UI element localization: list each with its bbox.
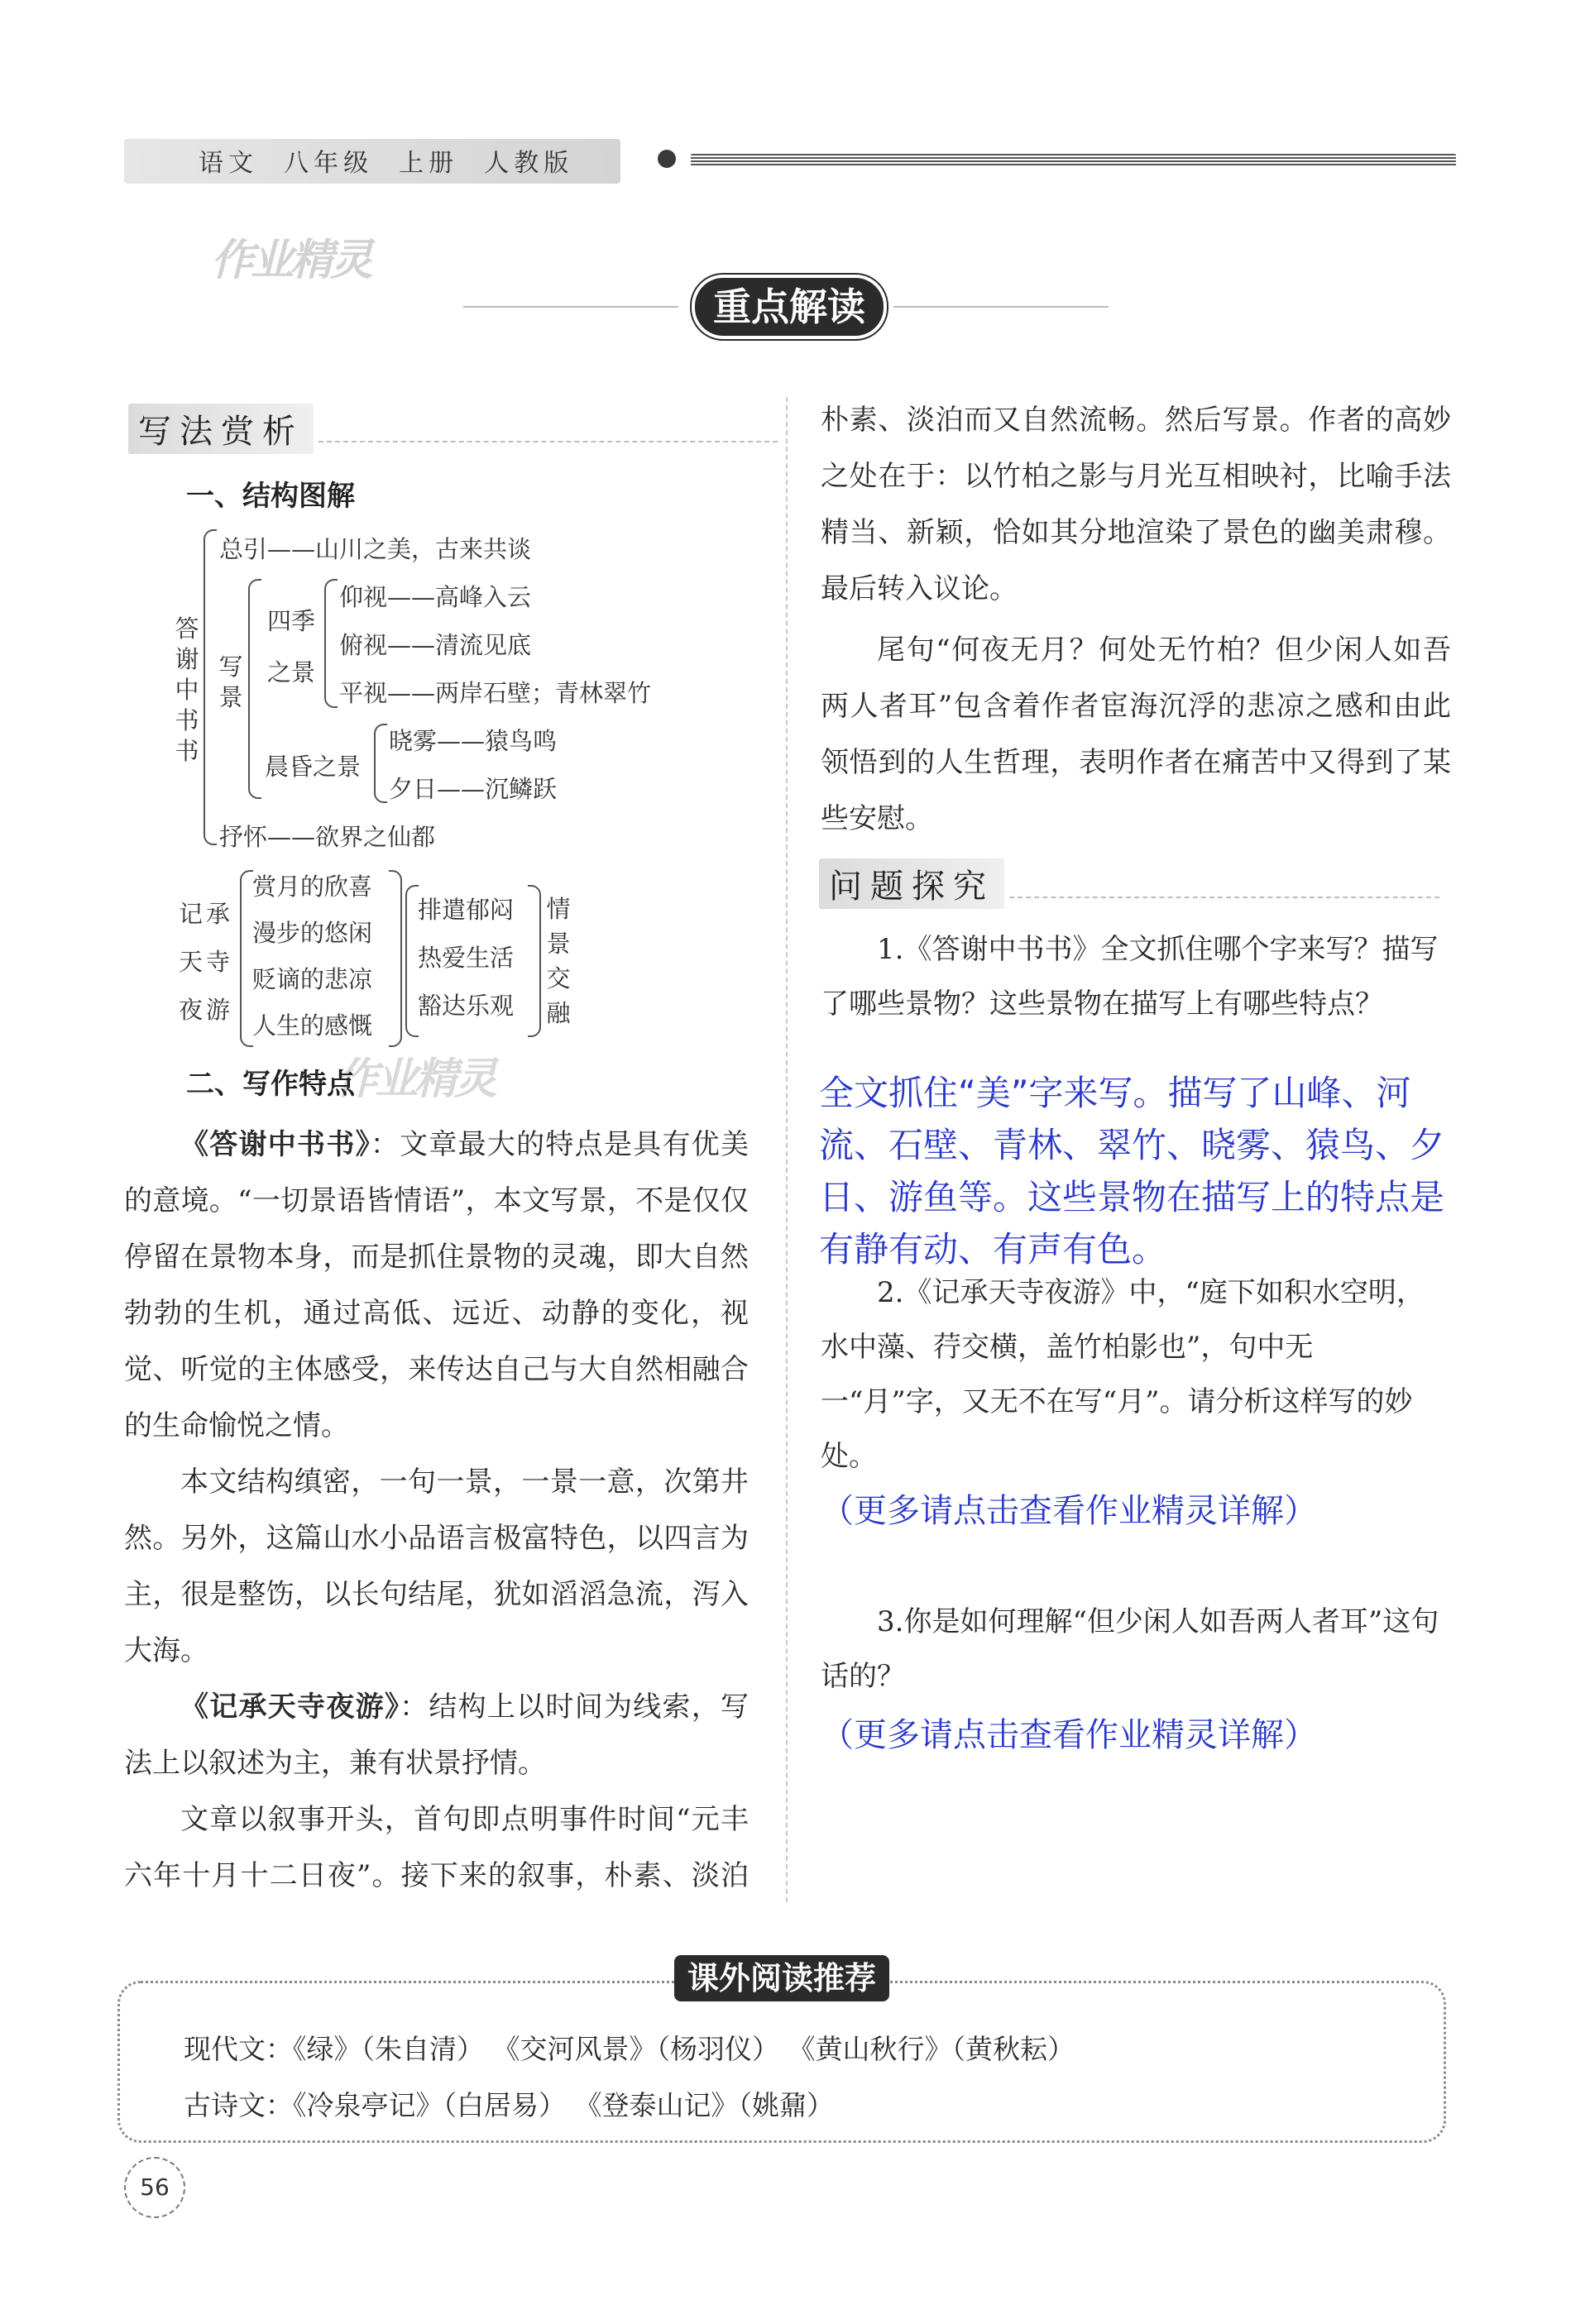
reading-heading: 课外阅读推荐 <box>674 1955 889 2001</box>
features-paragraph-5: 尾句“何夜无月？何处无竹柏？但少闲人如吾两人者耳”包含着作者宦海沉浮的悲凉之感和由此领悟到的人生哲理，表明作者在痛苦中又得到了某些安慰。 <box>821 634 1451 835</box>
diagram-dawn: 晓雾——猿鸟鸣 <box>389 727 558 755</box>
diagram-mid-2: 热爱生活 <box>418 944 515 972</box>
structure-heading: 一、结构图解 <box>186 480 355 513</box>
diagram-brace <box>248 579 261 799</box>
features-p3-text: ：结构上以时间为线索，写法上以叙述为主，兼有状景抒情。 <box>124 1690 750 1780</box>
diagram-look-up: 仰视——高峰入云 <box>339 583 532 611</box>
diagram-left-1: 赏月的欣喜 <box>252 873 373 901</box>
page-number: 56 <box>124 2157 185 2218</box>
features-p3-title: 《记承天寺夜游》 <box>180 1690 400 1724</box>
diagram-left-4: 人生的感慨 <box>252 1011 373 1040</box>
diagram-root-1: 答谢中书书 <box>175 614 199 765</box>
watermark-logo: 作业精灵 <box>211 235 371 285</box>
diagram-mid-3: 豁达乐观 <box>418 992 515 1020</box>
diagram-mid-1: 排遣郁闷 <box>418 896 515 924</box>
diagram-root-2: 记承天寺夜游 <box>179 900 234 1024</box>
features-p1-title: 《答谢中书书》 <box>180 1128 371 1161</box>
diagram-left-2: 漫步的悠闲 <box>252 919 373 947</box>
diagram-intro: 总引——山川之美，古来共谈 <box>219 535 532 563</box>
column-divider <box>786 397 788 1902</box>
question-3: 3.你是如何理解“但少闲人如吾两人者耳”这句话的？ <box>821 1605 1439 1693</box>
diagram-dusk: 夕日——沉鳞跃 <box>389 775 558 803</box>
header-subject-line: 语文 八年级 上册 人教版 <box>199 149 574 178</box>
diagram-brace <box>374 724 387 803</box>
section-heading-questions: 问题探究 <box>819 858 1004 909</box>
features-heading: 二、写作特点 <box>186 1068 355 1101</box>
diagram-seasons-label: 四季之景 <box>266 607 315 686</box>
diagram-dawn-dusk-label: 晨昏之景 <box>265 753 362 781</box>
more-details-link[interactable]: （更多请点击查看作业精灵详解） <box>821 1492 1317 1530</box>
diagram-left-3: 贬谪的悲凉 <box>252 965 373 993</box>
answer-1: 全文抓住“美”字来写。描写了山峰、河流、石壁、青林、翠竹、晓雾、猿鸟、夕日、游鱼等。这些景物在描写上的特点是有静有动、有声有色。 <box>819 1073 1445 1270</box>
diagram-brace <box>528 885 541 1037</box>
diagram-scenery-label: 写景 <box>218 653 243 711</box>
diagram-right: 情景交融 <box>546 895 571 1027</box>
diagram-look-down: 俯视——清流见底 <box>339 631 532 659</box>
question-1: 1.《答谢中书书》全文抓住哪个字来写？描写了哪些景物？这些景物在描写上有哪些特点？ <box>821 933 1439 1021</box>
title-rule-right <box>893 306 1109 308</box>
features-paragraph-2: 本文结构缜密，一句一景，一景一意，次第井然。另外，这篇山水小品语言极富特色，以四言为主，很是整饬，以长句结尾，犹如滔滔急流，泻入大海。 <box>124 1466 749 1667</box>
diagram-brace <box>405 885 419 1037</box>
diagram-brace <box>204 529 217 845</box>
section-heading-writing: 写法赏析 <box>128 404 314 454</box>
header-decorative-lines <box>691 154 1456 167</box>
diagram-brace <box>240 870 253 1047</box>
watermark-logo: 作业精灵 <box>335 1054 495 1104</box>
question-2: 2.《记承天寺夜游》中，“庭下如积水空明，水中藻、荇交横，盖竹柏影也”，句中无一“月”字，又无不在写“月”。请分析这样写的妙处。 <box>821 1276 1425 1473</box>
diagram-brace <box>389 870 402 1047</box>
reading-modern: 现代文：《绿》（朱自清） 《交河风景》（杨羽仪） 《黄山秋行》（黄秋耘） <box>184 2033 1075 2065</box>
diagram-emotion: 抒怀——欲界之仙都 <box>219 823 436 851</box>
reading-classical: 古诗文：《冷泉亭记》（白居易） 《登泰山记》（姚鼐） <box>184 2089 834 2121</box>
section-rule <box>318 441 778 442</box>
page-title: 重点解读 <box>695 278 884 336</box>
features-paragraph-3 <box>124 1679 749 1791</box>
features-paragraph-1 <box>124 1117 749 1454</box>
features-paragraph-4-continued: 朴素、淡泊而又自然流畅。然后写景。作者的高妙之处在于：以竹柏之影与月光互相映衬，比喻手法精当、新颖，恰如其分地渲染了景色的幽美肃穆。最后转入议论。 <box>821 404 1451 605</box>
more-details-link[interactable]: （更多请点击查看作业精灵详解） <box>821 1716 1317 1754</box>
features-p1-text: ：文章最大的特点是具有优美的意境。“一切景语皆情语”，本文写景，不是仅仅停留在景物本身，而是抓住景物的灵魂，即大自然勃勃的生机，通过高低、远近、动静的变化，视觉、听觉的主体感受，来传达自己与大自然相融合的生命愉悦之情。 <box>124 1128 750 1442</box>
diagram-brace <box>324 579 338 708</box>
title-rule-left <box>463 306 678 308</box>
features-paragraph-4: 文章以叙事开头，首句即点明事件时间“元丰六年十月十二日夜”。接下来的叙事，朴素、淡泊 <box>124 1803 749 1892</box>
section-rule <box>1009 897 1439 898</box>
diagram-look-level: 平视——两岸石壁；青林翠竹 <box>339 679 652 707</box>
header-dot-icon <box>658 150 676 168</box>
